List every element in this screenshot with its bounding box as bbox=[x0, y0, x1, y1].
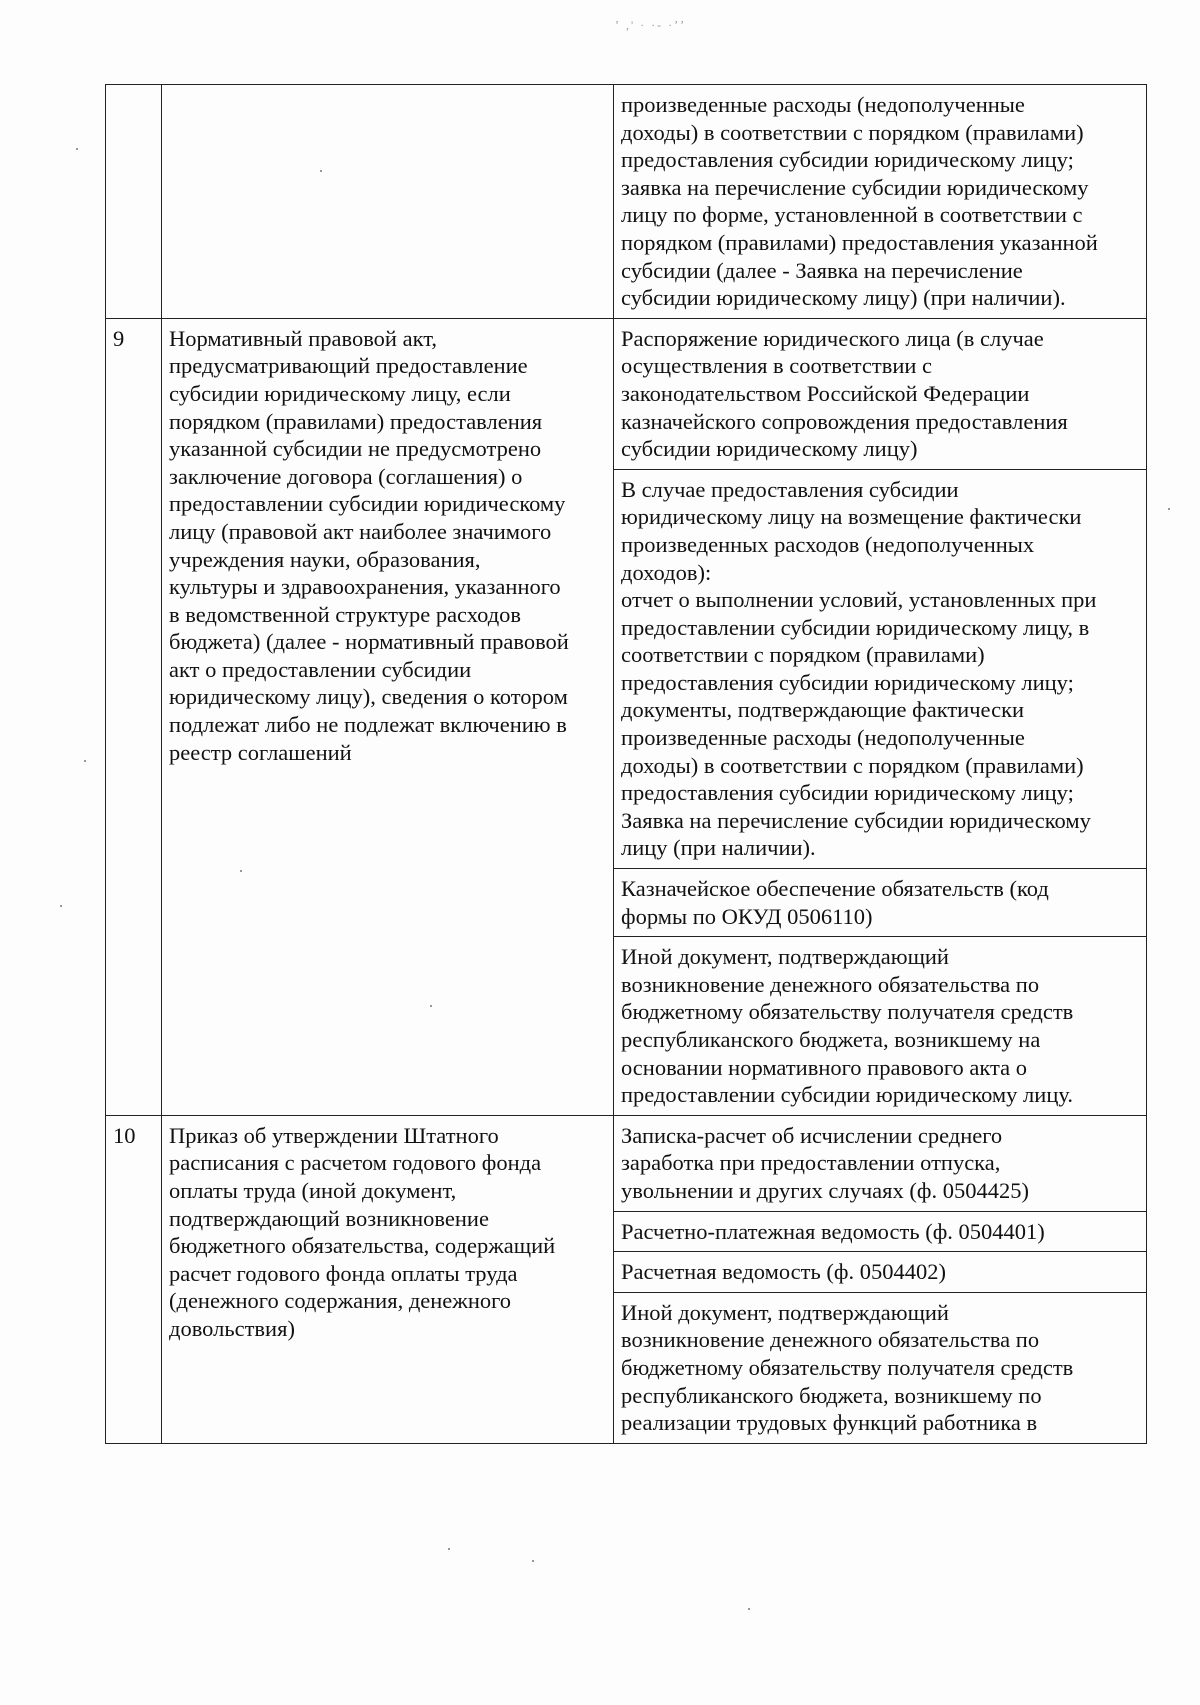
table-row bbox=[106, 1115, 1147, 1211]
sub-document-cell bbox=[614, 869, 1147, 937]
document-name: Нормативный правовой акт, предусматривающий предоставление субсидии юридическому лицу, если порядком (правилами) предоставления указанной субсидии не предусмотрено заключение договора (соглашения) о предоставлении субсидии юридическому лицу (правовой акт наиболее значимого учреждения науки, образования, культуры и здравоохранения, указанного в ведомственной структуре расходов бюджета) (далее - нормативный правовой акт о предоставлении субсидии юридическому лицу), сведения о котором подлежат либо не подлежат включению в реестр соглашений bbox=[169, 325, 569, 765]
document-cell bbox=[162, 318, 614, 1115]
sub-document-cell bbox=[614, 937, 1147, 1116]
row-number-cell bbox=[106, 1115, 162, 1443]
sub-document-cell bbox=[614, 1115, 1147, 1211]
sub-document-cell bbox=[614, 1252, 1147, 1293]
sub-document-text: Иной документ, подтверждающий возникновение денежного обязательства по бюджетному обязательству получателя средств республиканского бюджета, возникшему на основании нормативного правового акта о предоставлении субсидии юридическому лицу. bbox=[621, 944, 1074, 1108]
document-name: Приказ об утверждении Штатного расписания с расчетом годового фонда оплаты труда (иной документ, подтверждающий возникновение бюджетного обязательства, содержащий расчет годового фонда оплаты труда (денежного содержания, денежного довольствия) bbox=[169, 1122, 556, 1341]
sub-document-cell bbox=[614, 318, 1147, 469]
sub-document-text: Расчетная ведомость (ф. 0504402) bbox=[621, 1259, 946, 1285]
documents-table bbox=[105, 84, 1147, 1444]
table-row bbox=[106, 318, 1147, 469]
table-row-continuation bbox=[106, 85, 1147, 319]
scan-artifact-mark: ʼ ,' · ·- ·ʼʼ bbox=[615, 18, 687, 32]
sub-document-text: Записка-расчет об исчислении среднего заработка при предоставлении отпуска, увольнении и других случаях (ф. 0504425) bbox=[621, 1122, 1029, 1203]
sub-document-text: В случае предоставления субсидии юридическому лицу на возмещение фактически произведенных расходов (недополученных доходов): отчет о выполнении условий, установленных при предоставлении субсидии юридическому лицу, в соответствии с порядком (правилами) предоставления субсидии юридическому лицу; документы, подтверждающие фактически произведенные расходы (недополученные доходы) в соответствии с порядком (правилами) предоставления субсидии юридическому лицу; Заявка на перечисление субсидии юридическому лицу (при наличии). bbox=[621, 476, 1097, 861]
scan-speck bbox=[1168, 508, 1170, 510]
sub-document-text: Распоряжение юридического лица (в случае осуществления в соответствии с законодательством Российской Федерации казначейского сопровождения предоставления субсидии юридическому лицу) bbox=[621, 325, 1068, 462]
scan-speck bbox=[76, 148, 78, 150]
continuation-cell bbox=[614, 85, 1147, 319]
sub-document-cell bbox=[614, 1292, 1147, 1443]
number-cell-empty bbox=[106, 85, 162, 319]
sub-document-cell bbox=[614, 469, 1147, 868]
scan-speck bbox=[448, 1548, 450, 1550]
sub-document-cell bbox=[614, 1211, 1147, 1252]
row-number: 9 bbox=[113, 325, 125, 351]
document-cell-empty bbox=[162, 85, 614, 319]
row-number: 10 bbox=[113, 1122, 136, 1148]
scan-speck bbox=[84, 760, 86, 762]
row-number-cell bbox=[106, 318, 162, 1115]
scan-speck bbox=[532, 1560, 534, 1562]
sub-document-text: Иной документ, подтверждающий возникновение денежного обязательства по бюджетному обязательству получателя средств республиканского бюджета, возникшему по реализации трудовых функций работника в bbox=[621, 1299, 1074, 1436]
document-cell bbox=[162, 1115, 614, 1443]
scan-speck bbox=[748, 1608, 750, 1610]
scan-speck bbox=[60, 905, 62, 907]
sub-document-text: Казначейское обеспечение обязательств (код формы по ОКУД 0506110) bbox=[621, 876, 1049, 929]
continuation-text: произведенные расходы (недополученные доходы) в соответствии с порядком (правилами) предоставления субсидии юридическому лицу; заявка на перечисление субсидии юридическому лицу по форме, установленной в соответствии с порядком (правилами) предоставления указанной субсидии (далее - Заявка на перечисление субсидии юридическому лицу) (при наличии). bbox=[621, 92, 1098, 311]
sub-document-text: Расчетно-платежная ведомость (ф. 0504401) bbox=[621, 1218, 1045, 1244]
